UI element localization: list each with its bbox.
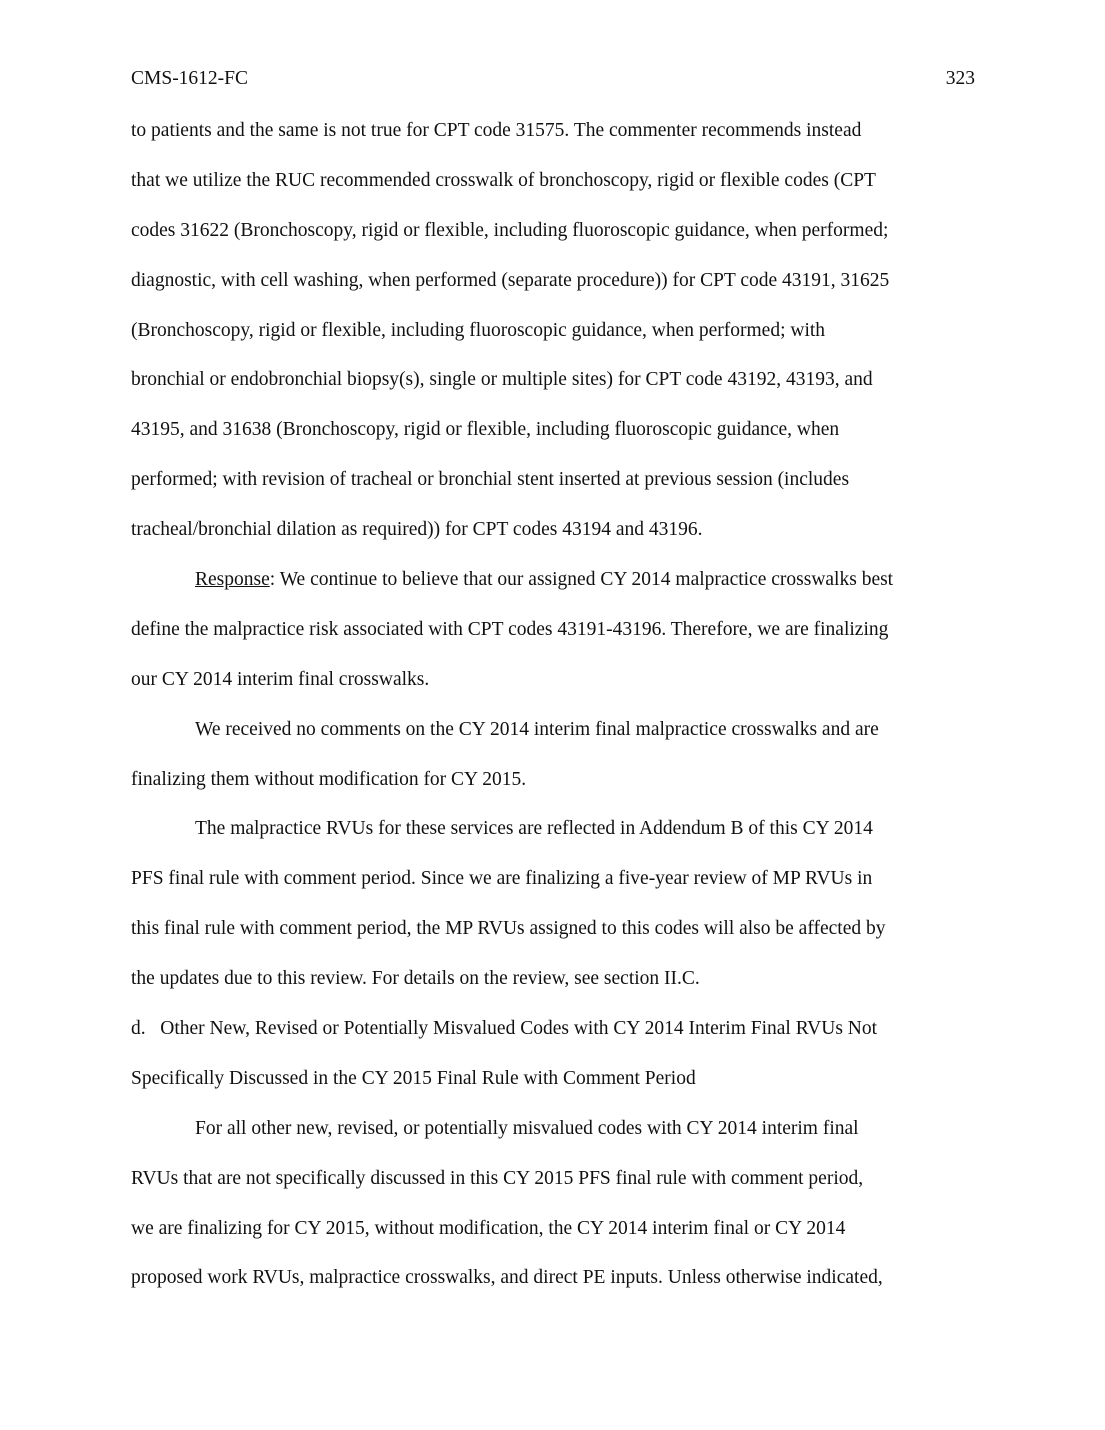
paragraph-rvus: [131, 816, 975, 1016]
text-line: diagnostic, with cell washing, when performed (separate procedure)) for CPT code 43191, 31625: [131, 269, 890, 291]
text-line: RVUs that are not specifically discussed in this CY 2015 PFS final rule with comment period,: [131, 1167, 864, 1189]
text-line: (Bronchoscopy, rigid or flexible, including fluoroscopic guidance, when performed; with: [131, 319, 826, 341]
response-label: Response: [195, 569, 270, 591]
text-line: define the malpractice risk associated with CPT codes 43191-43196. Therefore, we are finalizing: [131, 618, 889, 640]
paragraph-final: [131, 1116, 975, 1316]
text-line: tracheal/bronchial dilation as required)) for CPT codes 43194 and 43196.: [131, 519, 703, 541]
text-line: codes 31622 (Bronchoscopy, rigid or flexible, including fluoroscopic guidance, when performed;: [131, 219, 889, 241]
response-text: : We continue to believe that our assigned CY 2014 malpractice crosswalks best: [269, 569, 894, 591]
paragraph-comment: [131, 118, 975, 567]
paragraph-response: [131, 567, 975, 717]
text-line: PFS final rule with comment period. Since we are finalizing a five-year review of MP RVUs in: [131, 868, 873, 890]
text-line: Specifically Discussed in the CY 2015 Final Rule with Comment Period: [131, 1067, 696, 1089]
text-line: we are finalizing for CY 2015, without modification, the CY 2014 interim final or CY 2014: [131, 1217, 846, 1239]
text-line: finalizing them without modification for CY 2015.: [131, 768, 527, 790]
section-heading: [131, 1016, 975, 1116]
page-number: 323: [945, 68, 975, 89]
text-line: We received no comments on the CY 2014 interim final malpractice crosswalks and are: [195, 718, 879, 740]
text-line: this final rule with comment period, the MP RVUs assigned to this codes will also be affected by: [131, 918, 886, 940]
text-line: performed; with revision of tracheal or bronchial stent inserted at previous session (includes: [131, 469, 850, 491]
text-line: 43195, and 31638 (Bronchoscopy, rigid or flexible, including fluoroscopic guidance, when: [131, 419, 840, 441]
document-id: CMS-1612-FC: [131, 68, 249, 89]
text-line: For all other new, revised, or potentially misvalued codes with CY 2014 interim final: [195, 1117, 859, 1139]
text-line: our CY 2014 interim final crosswalks.: [131, 668, 430, 690]
text-line: the updates due to this review. For details on the review, see section II.C.: [131, 968, 700, 990]
paragraph-no-comments: [131, 717, 975, 817]
body-text: [131, 118, 975, 1315]
text-line: d. Other New, Revised or Potentially Misvalued Codes with CY 2014 Interim Final RVUs Not: [131, 1018, 878, 1040]
text-line: that we utilize the RUC recommended crosswalk of bronchoscopy, rigid or flexible codes (CPT: [131, 169, 876, 191]
text-line: bronchial or endobronchial biopsy(s), single or multiple sites) for CPT code 43192, 43193, and: [131, 369, 873, 391]
text-line: The malpractice RVUs for these services are reflected in Addendum B of this CY 2014: [195, 818, 873, 840]
text-line: [131, 567, 975, 617]
text-line: proposed work RVUs, malpractice crosswalks, and direct PE inputs. Unless otherwise indicated,: [131, 1267, 883, 1289]
text-line: to patients and the same is not true for CPT code 31575. The commenter recommends instead: [131, 120, 862, 141]
